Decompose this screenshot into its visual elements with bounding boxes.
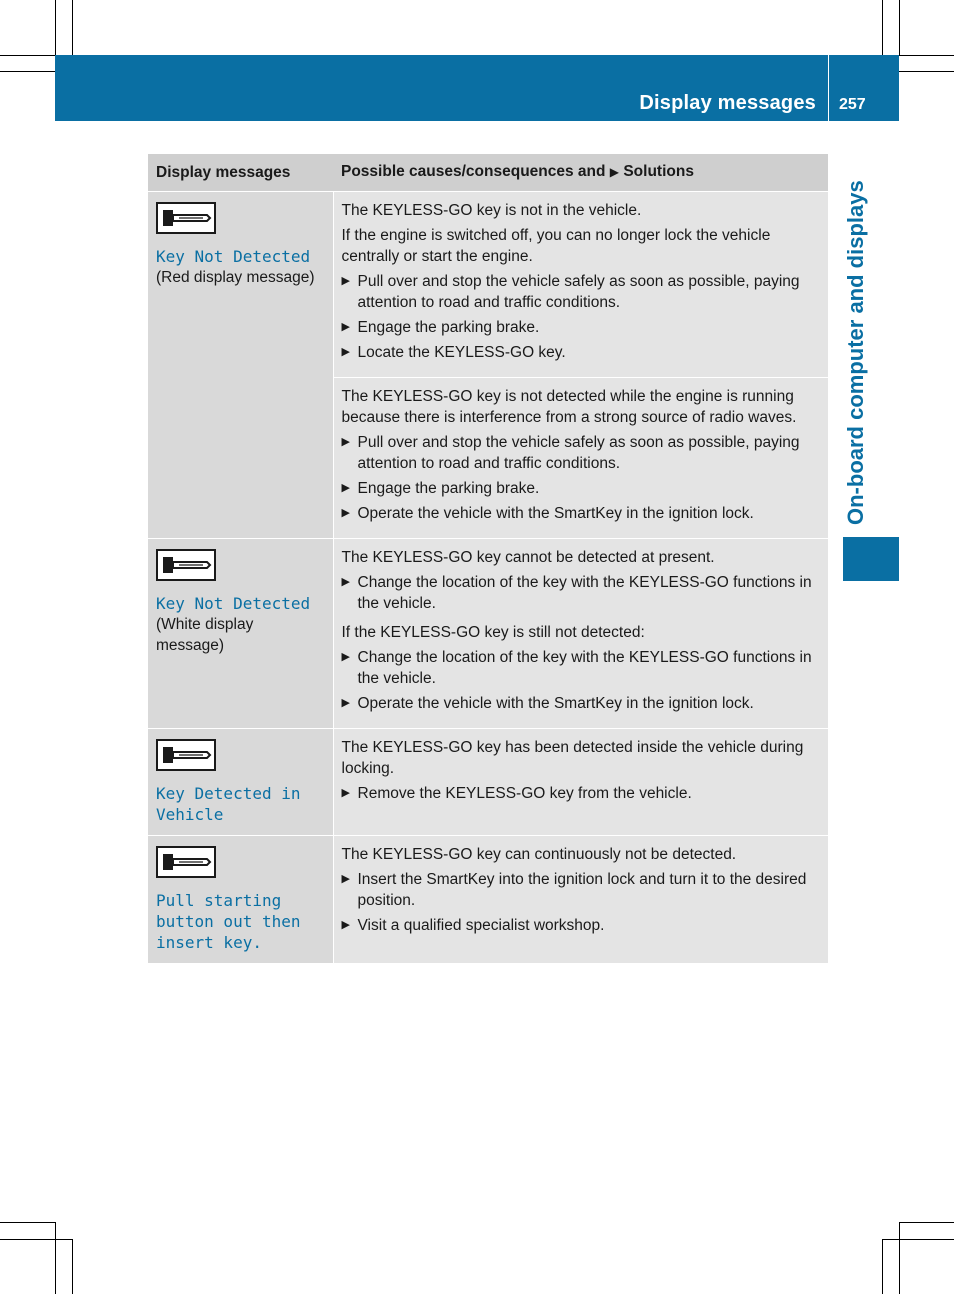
arrow-right-icon: ▶ [341, 321, 350, 333]
solution-cell [333, 192, 828, 378]
message-cell [148, 836, 333, 964]
cause-text: If the KEYLESS-GO key is still not detected: [341, 624, 645, 641]
key-icon [156, 846, 216, 878]
page-number: 257 [839, 96, 866, 113]
display-message-text: Key Detected in [156, 784, 301, 803]
key-icon [156, 202, 216, 234]
display-message-note: (White display message) [156, 616, 254, 654]
crop-mark [0, 1222, 55, 1223]
solution-step [342, 869, 821, 911]
solution-step-text: Engage the parking brake. [357, 319, 540, 336]
key-icon [156, 739, 216, 771]
solution-step-text: Remove the KEYLESS-GO key from the vehicle. [357, 785, 692, 802]
solution-step [342, 342, 821, 363]
key-icon [156, 549, 216, 581]
solution-step [342, 647, 821, 689]
page-title: Display messages [639, 92, 816, 114]
crop-mark [882, 1239, 883, 1294]
column-header-solutions [333, 154, 828, 192]
solution-cell [333, 729, 828, 836]
solution-cell [333, 539, 828, 729]
display-message-note: (Red display message) [156, 269, 315, 286]
crop-mark [899, 1222, 954, 1223]
solution-step [342, 783, 821, 804]
cause-text: If the engine is switched off, you can no longer lock the vehicle centrally or start the engine. [341, 227, 771, 265]
solution-step [342, 915, 821, 936]
display-message-text: Vehicle [156, 805, 224, 824]
solution-step [342, 503, 821, 524]
solution-step-text: Change the location of the key with the KEYLESS-GO functions in the vehicle. [357, 574, 812, 612]
arrow-right-icon: ▶ [341, 697, 350, 709]
solution-step-text: Locate the KEYLESS-GO key. [357, 344, 566, 361]
solution-cell [333, 378, 828, 539]
crop-mark [899, 71, 954, 72]
arrow-right-icon: ▶ [341, 436, 350, 448]
display-message-text: Key Not Detected [156, 247, 311, 266]
crop-mark [0, 71, 55, 72]
crop-mark [882, 0, 883, 55]
solution-step [342, 317, 821, 338]
solution-step [342, 478, 821, 499]
display-message-text: insert key. [156, 933, 262, 952]
crop-mark [55, 1222, 56, 1294]
crop-mark [0, 1239, 72, 1240]
arrow-right-icon: ▶ [341, 275, 350, 287]
crop-mark [0, 55, 55, 56]
solution-step-text: Operate the vehicle with the SmartKey in the ignition lock. [357, 505, 754, 522]
arrow-right-icon: ▶ [341, 576, 350, 588]
solution-step [342, 432, 821, 474]
arrow-right-icon: ▶ [341, 919, 350, 931]
table-row [148, 729, 828, 836]
display-message-text: Pull starting [156, 891, 282, 910]
crop-mark [899, 0, 900, 55]
arrow-right-icon: ▶ [341, 482, 350, 494]
crop-mark [55, 0, 56, 55]
cause-text: The KEYLESS-GO key is not in the vehicle. [341, 202, 642, 219]
message-cell [148, 539, 333, 729]
crop-mark [72, 1239, 73, 1294]
section-side-title: On-board computer and displays [843, 180, 868, 525]
arrow-right-icon: ▶ [341, 873, 350, 885]
cause-text: The KEYLESS-GO key is not detected while the engine is running because there is interference from a strong source of radio waves. [341, 388, 797, 426]
cause-text: The KEYLESS-GO key cannot be detected at present. [341, 549, 715, 566]
column-header-solutions-label: Solutions [623, 163, 694, 180]
arrow-right-icon: ▶ [341, 651, 350, 663]
solution-step-text: Change the location of the key with the KEYLESS-GO functions in the vehicle. [357, 649, 812, 687]
solution-step [342, 271, 821, 313]
table-header-row [148, 154, 828, 192]
crop-mark [72, 0, 73, 55]
display-messages-table [148, 154, 828, 963]
message-cell [148, 192, 333, 539]
solution-step-text: Engage the parking brake. [357, 480, 540, 497]
arrow-right-icon: ▶ [609, 165, 620, 179]
crop-mark [882, 1239, 954, 1240]
column-header-messages: Display messages [148, 154, 333, 192]
solution-step-text: Visit a qualified specialist workshop. [357, 917, 605, 934]
table-row [148, 836, 828, 964]
crop-mark [899, 1222, 900, 1294]
display-message-text: button out then [156, 912, 301, 931]
solution-step [342, 572, 821, 614]
solution-step-text: Pull over and stop the vehicle safely as soon as possible, paying attention to road and traffic conditions. [357, 273, 800, 311]
arrow-right-icon: ▶ [341, 787, 350, 799]
solution-step [342, 693, 821, 714]
table-row [148, 539, 828, 729]
header-divider [828, 55, 829, 121]
solution-step-text: Pull over and stop the vehicle safely as soon as possible, paying attention to road and traffic conditions. [357, 434, 800, 472]
display-message-text: Key Not Detected [156, 594, 311, 613]
cause-text: The KEYLESS-GO key can continuously not be detected. [341, 846, 737, 863]
arrow-right-icon: ▶ [341, 346, 350, 358]
column-header-causes: Possible causes/consequences and [341, 163, 606, 180]
solution-cell [333, 836, 828, 964]
table-row [148, 192, 828, 378]
message-cell [148, 729, 333, 836]
cause-text: The KEYLESS-GO key has been detected inside the vehicle during locking. [341, 739, 804, 777]
solution-step-text: Operate the vehicle with the SmartKey in the ignition lock. [357, 695, 754, 712]
section-tab-marker [843, 537, 899, 581]
solution-step-text: Insert the SmartKey into the ignition lock and turn it to the desired position. [357, 871, 807, 909]
crop-mark [899, 55, 954, 56]
arrow-right-icon: ▶ [341, 507, 350, 519]
